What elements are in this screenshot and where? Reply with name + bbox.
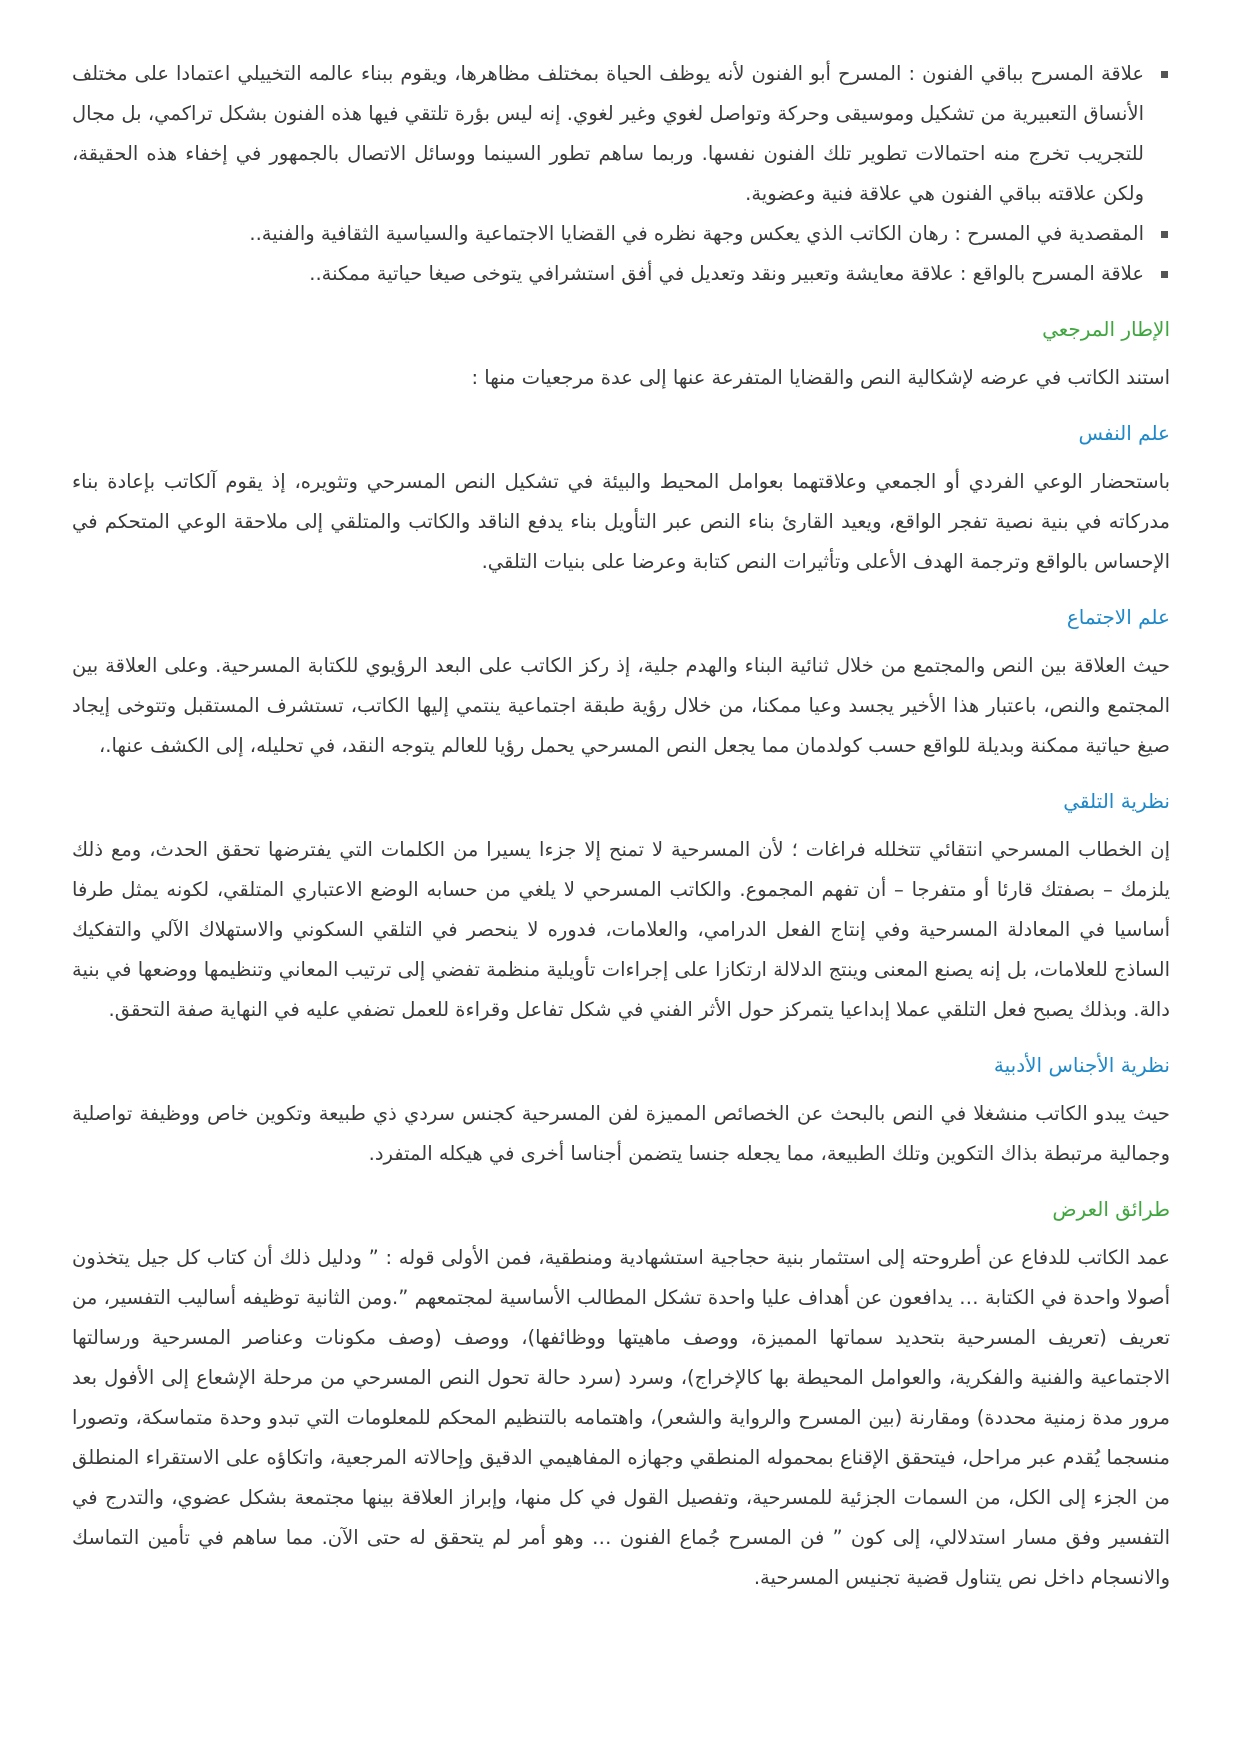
section-heading-psychology: علم النفس xyxy=(1078,421,1170,445)
section-heading-genres: نظرية الأجناس الأدبية xyxy=(993,1053,1170,1077)
list-item xyxy=(72,54,1170,214)
square-bullet-icon xyxy=(1161,271,1168,278)
list-item xyxy=(72,214,1170,254)
section-heading-framework: الإطار المرجعي xyxy=(1042,317,1170,341)
section-text-sociology: حيث العلاقة بين النص والمجتمع من خلال ثنائية البناء والهدم جلية، إذ ركز الكاتب على البعد الرؤيوي للكتابة المسرحية. وعلى العلاقة بين المجتمع والنص، باعتبار هذا الأخير يجسد وعيا ممكنا، من خلال رؤية طبقة اجتماعية ينتمي إليها الكاتب، تستشرف المستقبل وتتوخى إيجاد صيغ حياتية ممكنة وبديلة للواقع حسب كولدمان مما يجعل النص المسرحي يحمل رؤيا للعالم يتوجه النقد، في تحليله، إلى الكشف عنها.، xyxy=(72,654,1170,757)
section-heading-sociology: علم الاجتماع xyxy=(1066,605,1170,629)
square-bullet-icon xyxy=(1161,231,1168,238)
article-body xyxy=(72,54,1170,1598)
square-bullet-icon xyxy=(1161,71,1168,78)
section-text-reception: إن الخطاب المسرحي انتقائي تتخلله فراغات ؛ لأن المسرحية لا تمنح إلا جزءا يسيرا من الكلمات التي يفترضها تحقق الحدث، ومع ذلك يلزمك – بصفتك قارئا أو متفرجا – أن تفهم المجموع. والكاتب المسرحي لا يلغي من حسابه الوضع الاعتباري المتلقي، لكونه يمثل طرفا أساسيا في المعادلة المسرحية وفي إنتاج الفعل الدرامي، والعلامات، فدوره لا ينحصر في التلقي السكوني والاستهلاك الآلي والتفكيك الساذج للعلامات، بل إنه يصنع المعنى وينتج الدلالة ارتكازا على إجراءات تأويلية منظمة تفضي إلى ترتيب المعاني وتنظيمها ووضعها في بنية دالة. وبذلك يصبح فعل التلقي عملا إبداعيا يتمركز حول الأثر الفني في شكل تفاعل وقراءة للعمل تضفي عليه في النهاية صفة التحقق. xyxy=(72,838,1170,1021)
section-text-framework: استند الكاتب في عرضه لإشكالية النص والقضايا المتفرعة عنها إلى عدة مرجعيات منها : xyxy=(471,366,1170,389)
bullet-text: علاقة المسرح بباقي الفنون : المسرح أبو الفنون لأنه يوظف الحياة بمختلف مظاهرها، ويقوم ببناء عالمه التخييلي اعتمادا على مختلف الأنساق التعبيرية من تشكيل وموسيقى وحركة وتواصل لغوي وغير لغوي. إنه ليس بؤرة تلتقي فيها هذه الفنون بشكل تراكمي، بل مجال للتجريب تخرج منه احتمالات تطوير تلك الفنون نفسها. وربما ساهم تطور السينما ووسائل الاتصال بالجمهور في إخفاء هذه الحقيقة، ولكن علاقته بباقي الفنون هي علاقة فنية وعضوية. xyxy=(72,62,1144,205)
section-text-methods: عمد الكاتب للدفاع عن أطروحته إلى استثمار بنية حجاجية استشهادية ومنطقية، فمن الأولى قوله : ” ودليل ذلك أن كتاب كل جيل يتخذون أصولا واحدة في الكتابة … يدافعون عن أهداف عليا واحدة تشكل المطالب الأساسية لمجتمعهم ”.ومن الثانية توظيفه أساليب التفسير، من تعريف (تعريف المسرحية بتحديد سماتها المميزة، ووصف ماهيتها ووظائفها)، ووصف (وصف مكونات وعناصر المسرحية ورسالتها الاجتماعية والفنية والفكرية، والعوامل المحيطة بها كالإخراج)، وسرد (سرد حالة تحول النص المسرحي من مرحلة الإشعاع إلى الأفول بعد مرور مدة زمنية محددة) ومقارنة (بين المسرح والرواية والشعر)، واهتمامه بالتنظيم المحكم للمعلومات التي تبدو وحدة متماسكة، وتصورا منسجما يُقدم عبر مراحل، فيتحقق الإقناع بمحموله المنطقي وجهازه المفاهيمي الدقيق وإحالاته المرجعية، واتكاؤه على الاستقراء المنطلق من الجزء إلى الكل، من السمات الجزئية للمسرحية، وتفصيل القول في كل منها، وإبراز العلاقة بينها مجتمعة بشكل عضوي، والتدرج في التفسير وفق مسار استدلالي، إلى كون ” فن المسرح جُماع الفنون … وهو أمر لم يتحقق له حتى الآن. مما ساهم في تأمين التماسك والانسجام داخل نص يتناول قضية تجنيس المسرحية. xyxy=(72,1246,1170,1589)
section-text-psychology: باستحضار الوعي الفردي أو الجمعي وعلاقتهما بعوامل المحيط والبيئة في تشكيل النص المسرحي وتثويره، إذ يقوم آلكاتب بإعادة بناء مدركاته في بنية نصية تفجر الواقع، ويعيد القارئ بناء النص عبر التأويل بناء يدفع الناقد والكاتب والمتلقي إلى ملاحقة الوعي المتحكم في الإحساس بالواقع وترجمة الهدف الأعلى وتأثيرات النص كتابة وعرضا على بنيات التلقي. xyxy=(72,470,1170,573)
section-text-genres: حيث يبدو الكاتب منشغلا في النص بالبحث عن الخصائص المميزة لفن المسرحية كجنس سردي ذي طبيعة وتكوين خاص ووظيفة تواصلية وجمالية مرتبطة بذاك التكوين وتلك الطبيعة، مما يجعله جنسا يتضمن أجناسا أخرى في هيكله المتفرد. xyxy=(72,1102,1170,1165)
list-item xyxy=(72,254,1170,294)
bullet-text: المقصدية في المسرح : رهان الكاتب الذي يعكس وجهة نظره في القضايا الاجتماعية والسياسية الثقافية والفنية.. xyxy=(249,222,1144,245)
bullet-list xyxy=(72,54,1170,294)
bullet-text: علاقة المسرح بالواقع : علاقة معايشة وتعبير ونقد وتعديل في أفق استشرافي يتوخى صيغا حياتية ممكنة.. xyxy=(309,262,1144,285)
section-heading-reception: نظرية التلقي xyxy=(1063,789,1170,813)
section-heading-methods: طرائق العرض xyxy=(1052,1197,1170,1221)
